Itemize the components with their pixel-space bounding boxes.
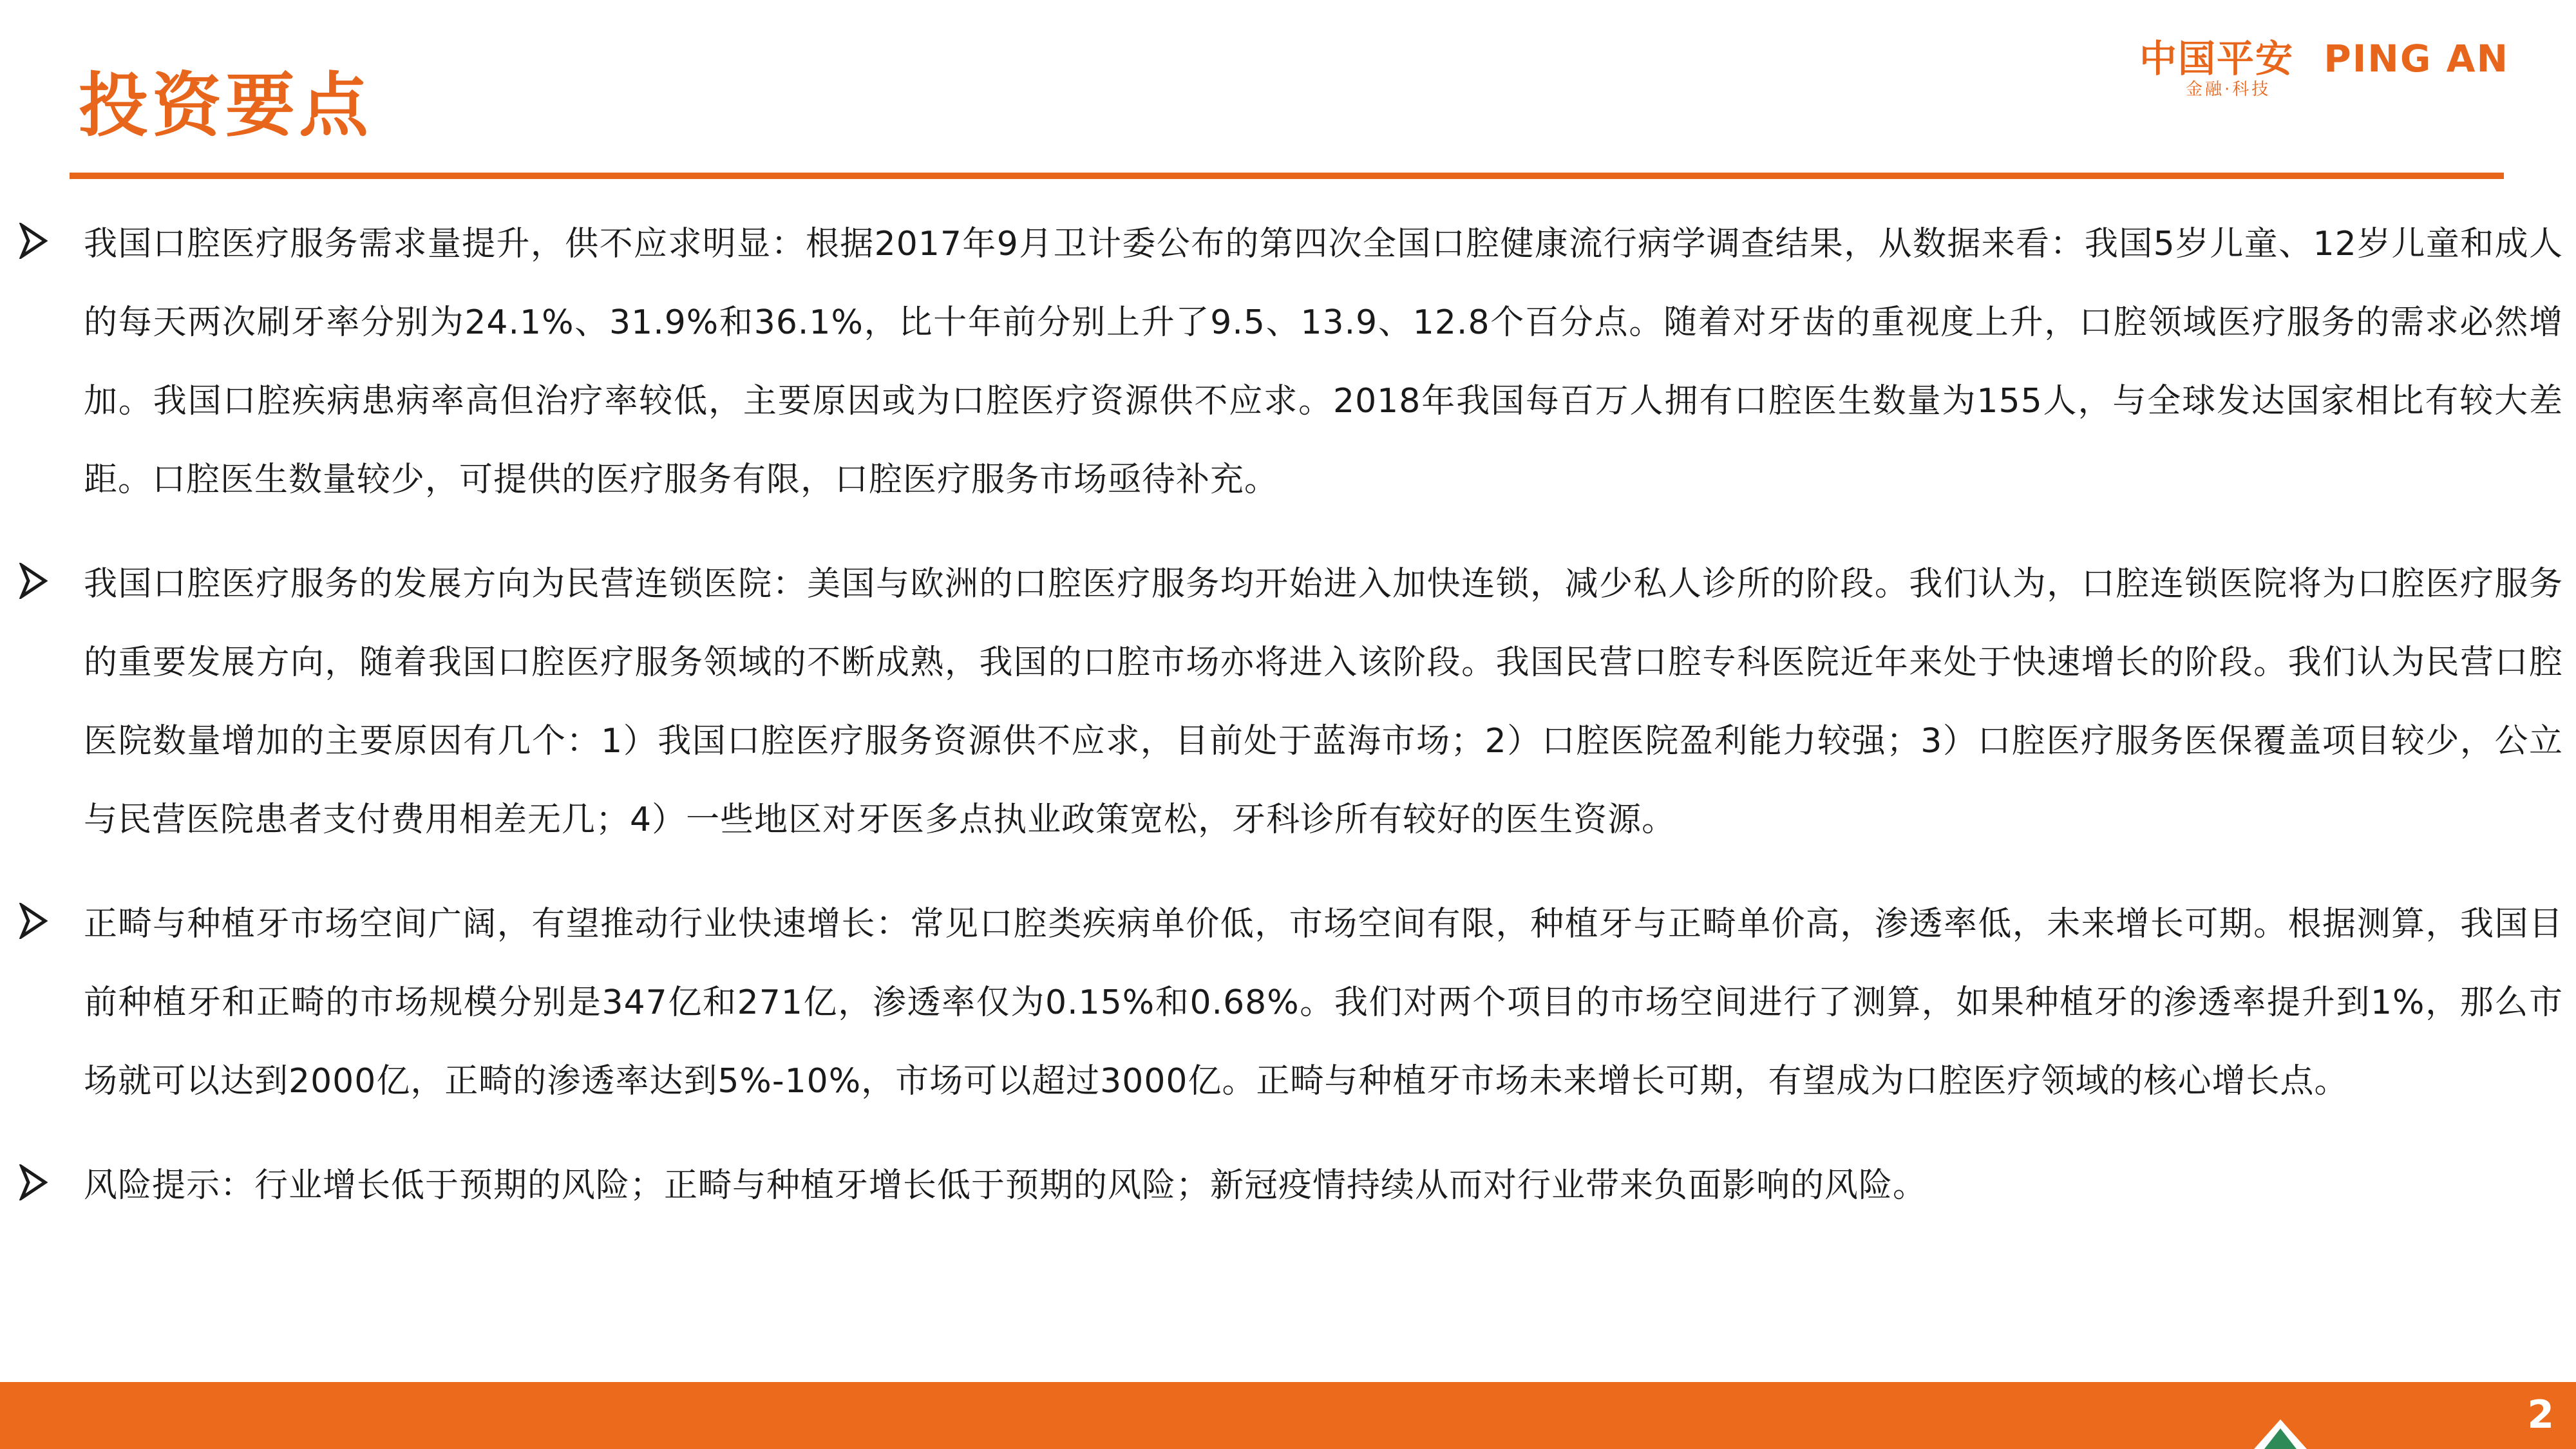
list-item [19, 545, 2570, 859]
list-item [19, 1146, 2570, 1225]
list-item [19, 205, 2570, 519]
arrowhead-bullet-icon [19, 563, 48, 599]
logo-brand-en: PING AN [2324, 37, 2510, 80]
logo-brand-cn: 中国平安 [2139, 37, 2295, 80]
page-title: 投资要点 [79, 65, 373, 146]
logo-brand [2139, 28, 2509, 82]
logo [2139, 28, 2539, 106]
bullet-text: 我国口腔医疗服务需求量提升，供不应求明显：根据2017年9月卫计委公布的第四次全国口腔健康流行病学调查结果，从数据来看：我国5岁儿童、12岁儿童和成人的每天两次刷牙率分别为24.1%、31.9%和36.1%，比十年前分别上升了9.5、13.9、12.8个百分点。随着对牙齿的重视度上升，口腔领域医疗服务的需求必然增加。我国口腔疾病患病率高但治疗率较低，主要原因或为口腔医疗资源供不应求。2018年我国每百万人拥有口腔医生数量为155人，与全球发达国家相比有较大差距。口腔医生数量较少，可提供的医疗服务有限，口腔医疗服务市场亟待补充。 [84, 225, 2563, 499]
arrowhead-bullet-icon [19, 1164, 48, 1200]
key-points-list [19, 205, 2570, 1251]
bullet-text: 我国口腔医疗服务的发展方向为民营连锁医院：美国与欧洲的口腔医疗服务均开始进入加快连锁，减少私人诊所的阶段。我们认为，口腔连锁医院将为口腔医疗服务的重要发展方向，随着我国口腔医疗服务领域的不断成熟，我国的口腔市场亦将进入该阶段。我国民营口腔专科医院近年来处于快速增长的阶段。我们认为民营口腔医院数量增加的主要原因有几个：1）我国口腔医疗服务资源供不应求，目前处于蓝海市场；2）口腔医院盈利能力较强；3）口腔医疗服务医保覆盖项目较少，公立与民营医院患者支付费用相差无几；4）一些地区对牙医多点执业政策宽松，牙科诊所有较好的医生资源。 [84, 565, 2563, 839]
bullet-text: 正畸与种植牙市场空间广阔，有望推动行业快速增长：常见口腔类疾病单价低，市场空间有限，种植牙与正畸单价高，渗透率低，未来增长可期。根据测算，我国目前种植牙和正畸的市场规模分别是347亿和271亿，渗透率仅为0.15%和0.68%。我们对两个项目的市场空间进行了测算，如果种植牙的渗透率提升到1%，那么市场就可以达到2000亿，正畸的渗透率达到5%-10%，市场可以超过3000亿。正畸与种植牙市场未来增长可期，有望成为口腔医疗领域的核心增长点。 [84, 905, 2563, 1101]
footer-bar [0, 1382, 2576, 1449]
arrowhead-bullet-icon [19, 903, 48, 939]
bullet-text: 风险提示：行业增长低于预期的风险；正畸与种植牙增长低于预期的风险；新冠疫情持续从而对行业带来负面影响的风险。 [84, 1166, 1927, 1205]
title-divider [70, 173, 2504, 179]
list-item [19, 885, 2570, 1121]
page-number: 2 [2527, 1392, 2554, 1437]
logo-tagline: 金融·科技 [2186, 80, 2271, 99]
triangle-mark-icon [2251, 1417, 2309, 1449]
arrowhead-bullet-icon [19, 223, 48, 259]
